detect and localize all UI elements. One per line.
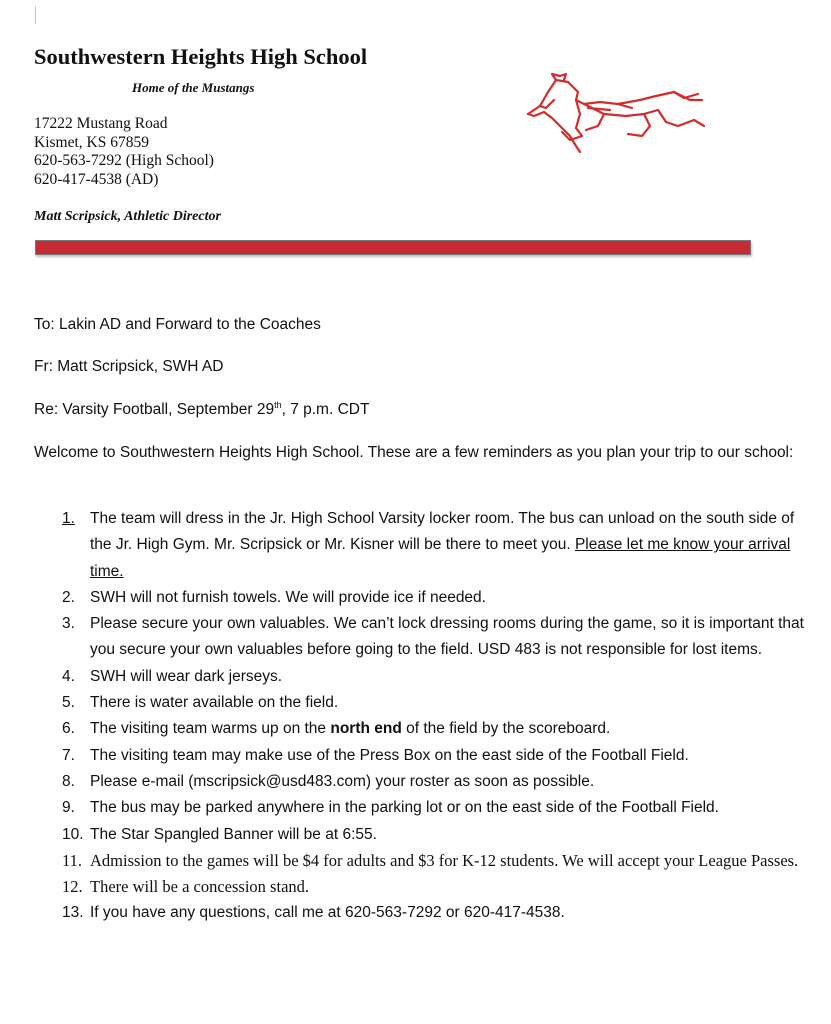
list-item-number: 4.	[62, 667, 75, 685]
text-cursor	[35, 6, 36, 24]
intro-paragraph: Welcome to Southwestern Heights High School. These are a few reminders as you plan your trip to our school:	[34, 444, 794, 461]
text-run: The visiting team warms up on the	[90, 720, 331, 738]
list-item	[62, 585, 812, 611]
list-item	[62, 506, 812, 585]
address-line: 17222 Mustang Road	[34, 115, 168, 132]
reminder-list	[62, 506, 812, 927]
text-run: Please e-mail (mscripsick@usd483.com) your roster as soon as possible.	[90, 772, 595, 790]
list-item-number: 6.	[62, 720, 75, 738]
list-item	[62, 743, 812, 769]
text-run: Please secure your own valuables. We can’t lock dressing rooms during the game, so it is important that you secure your own valuables before going to the field. USD 483 is not responsible for lost items.	[90, 615, 804, 659]
mustang-logo-icon	[518, 70, 708, 160]
memo-re-suffix: , 7 p.m. CDT	[281, 401, 370, 419]
memo-re-prefix: Re: Varsity Football, September 29	[34, 401, 275, 419]
list-item-text	[90, 585, 486, 611]
list-item-number: 1.	[62, 510, 75, 527]
bold-text: north end	[330, 720, 402, 738]
list-item	[62, 690, 812, 716]
address-line: 620-417-4538 (AD)	[34, 170, 159, 188]
address-line: Kismet, KS 67859	[34, 133, 149, 151]
list-item	[62, 716, 812, 742]
memo-re	[34, 400, 369, 419]
text-run: The visiting team may make use of the Press Box on the east side of the Football Field.	[90, 746, 689, 764]
list-item-number: 7.	[62, 746, 75, 764]
list-item-text	[90, 506, 812, 585]
text-run: The team will dress in the Jr. High School Varsity locker room. The bus can unload on the south side of the Jr. High Gym. Mr. Scripsick or Mr. Kisner will be there to meet you.	[90, 510, 795, 554]
underlined-text: Please let me know your arrival time.	[90, 536, 791, 580]
list-item-text	[90, 822, 377, 848]
athletic-director-name: Matt Scripsick, Athletic Director	[34, 209, 221, 224]
list-item-number: 9.	[62, 799, 75, 817]
list-item	[62, 611, 812, 664]
list-item-number: 10.	[62, 825, 84, 843]
list-item	[62, 848, 812, 874]
list-item-text	[90, 874, 309, 900]
list-item-text	[90, 769, 594, 795]
letterhead-divider	[35, 240, 751, 255]
list-item	[62, 795, 812, 821]
list-item	[62, 874, 812, 900]
list-item-text	[90, 611, 812, 664]
memo-to: To: Lakin AD and Forward to the Coaches	[34, 316, 321, 333]
school-motto: Home of the Mustangs	[132, 80, 255, 95]
memo-from: Fr: Matt Scripsick, SWH AD	[34, 358, 224, 375]
list-item-number: 11.	[62, 850, 83, 870]
school-name: Southwestern Heights High School	[34, 44, 368, 69]
text-run: The bus may be parked anywhere in the parking lot or on the east side of the Football Field.	[90, 799, 719, 817]
text-run: SWH will not furnish towels. We will provide ice if needed.	[90, 588, 486, 606]
list-item-text	[90, 795, 719, 821]
list-item-number: 12.	[62, 877, 83, 897]
list-item-number: 13.	[62, 904, 84, 922]
list-item-number: 3.	[62, 615, 75, 633]
list-item-text	[90, 690, 338, 716]
list-item	[62, 769, 812, 795]
letterhead	[34, 44, 504, 225]
list-item	[62, 900, 812, 926]
text-run: There will be a concession stand.	[90, 877, 310, 897]
list-item	[62, 822, 812, 848]
memo-re-superscript: th	[274, 400, 282, 410]
list-item	[62, 664, 812, 690]
school-address	[34, 115, 504, 189]
list-item-number: 5.	[62, 694, 75, 712]
text-run: There is water available on the field.	[90, 694, 339, 712]
text-run: The Star Spangled Banner will be at 6:55.	[90, 825, 377, 843]
text-run: If you have any questions, call me at 620-563-7292 or 620-417-4538.	[90, 904, 565, 922]
list-item-text	[90, 900, 565, 926]
address-line: 620-563-7292 (High School)	[34, 152, 214, 169]
list-item-text	[90, 848, 798, 874]
text-run: SWH will wear dark jerseys.	[90, 667, 283, 685]
list-item-number: 8.	[62, 772, 75, 790]
text-run: of the field by the scoreboard.	[401, 720, 611, 738]
list-item-number: 2.	[62, 588, 75, 606]
list-item-text	[90, 716, 610, 742]
list-item-text	[90, 743, 689, 769]
text-run: Admission to the games will be $4 for adults and $3 for K-12 students. We will accept your League Passes.	[90, 850, 799, 870]
list-item-text	[90, 664, 282, 690]
